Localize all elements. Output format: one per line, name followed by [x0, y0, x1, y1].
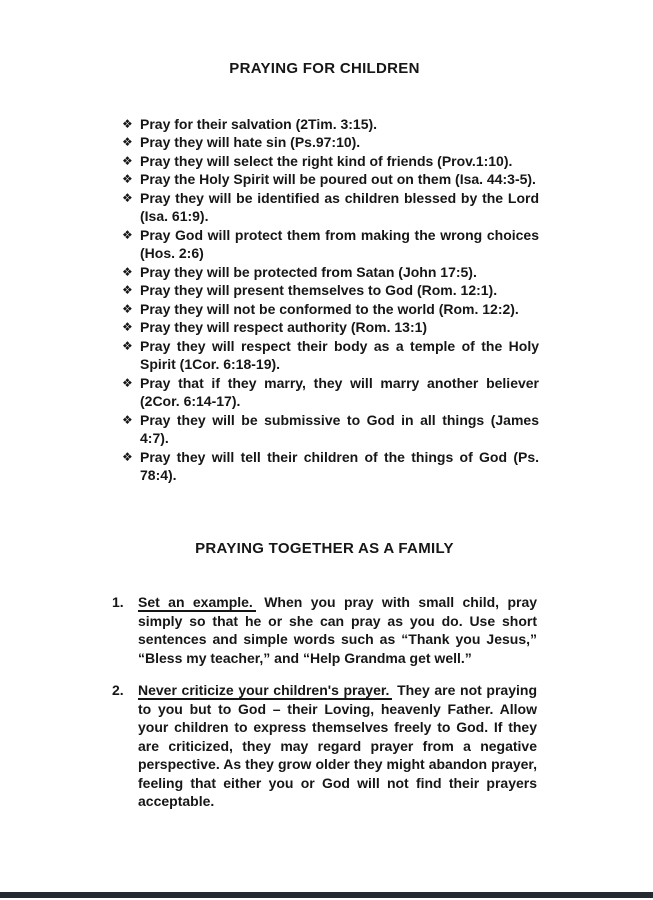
- prayer-item-text: Pray they will present themselves to God (Rom. 12:1).: [140, 282, 498, 298]
- item-number: 1.: [112, 594, 124, 610]
- guideline-paragraph: [138, 681, 537, 811]
- prayer-item-text: Pray they will be protected from Satan (John 17:5).: [140, 263, 477, 280]
- diamond-bullet-icon: ❖: [122, 116, 133, 131]
- family-prayer-numbered-list: [112, 593, 537, 811]
- prayer-item-text: Pray they will not be conformed to the world (Rom. 12:2).: [140, 300, 519, 317]
- prayer-item-text: Pray for their salvation (2Tim. 3:15).: [140, 115, 378, 132]
- prayer-list-item: [122, 411, 539, 448]
- prayer-item-text: Pray they will be identified as children blessed by the Lord (Isa. 61:9).: [140, 189, 539, 224]
- prayer-list-item: [122, 226, 539, 263]
- diamond-bullet-icon: ❖: [122, 412, 133, 427]
- diamond-bullet-icon: ❖: [122, 338, 133, 353]
- diamond-bullet-icon: ❖: [122, 283, 133, 297]
- prayer-list-item: [122, 115, 539, 134]
- prayer-list-item: [122, 300, 539, 319]
- prayer-item-text: Pray that if they marry, they will marry another believer (2Cor. 6:14-17).: [140, 374, 539, 409]
- prayer-item-text: Pray they will be submissive to God in all things (James 4:7).: [140, 411, 539, 446]
- prayer-list-item: [122, 189, 539, 226]
- diamond-bullet-icon: ❖: [122, 264, 133, 279]
- guideline-lead-underlined: Never criticize your children's prayer.: [138, 682, 392, 700]
- prayer-list-item: [122, 263, 539, 282]
- diamond-bullet-icon: ❖: [122, 190, 133, 205]
- prayer-item-text: Pray they will select the right kind of friends (Prov.1:10).: [140, 152, 513, 169]
- prayer-list-item: [122, 337, 539, 374]
- prayer-item-text: Pray they will tell their children of the things of God (Ps. 78:4).: [140, 448, 539, 483]
- prayer-list-item: [122, 152, 539, 171]
- prayer-list-item: [122, 374, 539, 411]
- guideline-paragraph: [138, 593, 537, 667]
- diamond-bullet-icon: ❖: [122, 153, 133, 168]
- prayer-list-item: [122, 448, 539, 485]
- prayer-bullet-list: [122, 115, 539, 485]
- prayer-list-item: [122, 281, 539, 300]
- diamond-bullet-icon: ❖: [122, 135, 133, 149]
- prayer-item-text: Pray they will respect authority (Rom. 13:1): [140, 319, 428, 335]
- guideline-lead-underlined: Set an example.: [138, 594, 256, 612]
- item-number: 2.: [112, 682, 124, 698]
- guideline-body-text: When you pray with small child, pray simply so that he or she can pray as you do. Use short sentences and simple words such as “Thank you Jesus,” “Bless my teacher,” and “Help Grandma get well.”: [138, 594, 538, 666]
- scan-edge-bar: [0, 892, 653, 898]
- diamond-bullet-icon: ❖: [122, 449, 133, 464]
- family-guideline-item: [112, 681, 537, 811]
- prayer-list-item: [122, 170, 539, 189]
- diamond-bullet-icon: ❖: [122, 227, 133, 242]
- section-title-praying-together-as-a-family: PRAYING TOGETHER AS A FAMILY: [195, 539, 454, 557]
- diamond-bullet-icon: ❖: [122, 375, 133, 390]
- prayer-list-item: [122, 133, 539, 152]
- prayer-item-text: Pray they will hate sin (Ps.97:10).: [140, 134, 361, 150]
- diamond-bullet-icon: ❖: [122, 301, 133, 316]
- prayer-item-text: Pray they will respect their body as a temple of the Holy Spirit (1Cor. 6:18-19).: [140, 337, 539, 372]
- family-guideline-item: [112, 593, 537, 667]
- guideline-body-text: They are not praying to you but to God – their Loving, heavenly Father. Allow your children to express themselves freely to God. If they are criticized, they may regard prayer from a negative perspective. As they grow older they might abandon prayer, feeling that either you or God will not find their prayers acceptable.: [138, 682, 537, 809]
- section-title-praying-for-children: PRAYING FOR CHILDREN: [229, 60, 420, 77]
- prayer-item-text: Pray the Holy Spirit will be poured out on them (Isa. 44:3-5).: [140, 171, 536, 187]
- diamond-bullet-icon: ❖: [122, 172, 133, 186]
- prayer-item-text: Pray God will protect them from making the wrong choices (Hos. 2:6): [140, 226, 539, 261]
- prayer-list-item: [122, 318, 539, 337]
- diamond-bullet-icon: ❖: [122, 320, 133, 334]
